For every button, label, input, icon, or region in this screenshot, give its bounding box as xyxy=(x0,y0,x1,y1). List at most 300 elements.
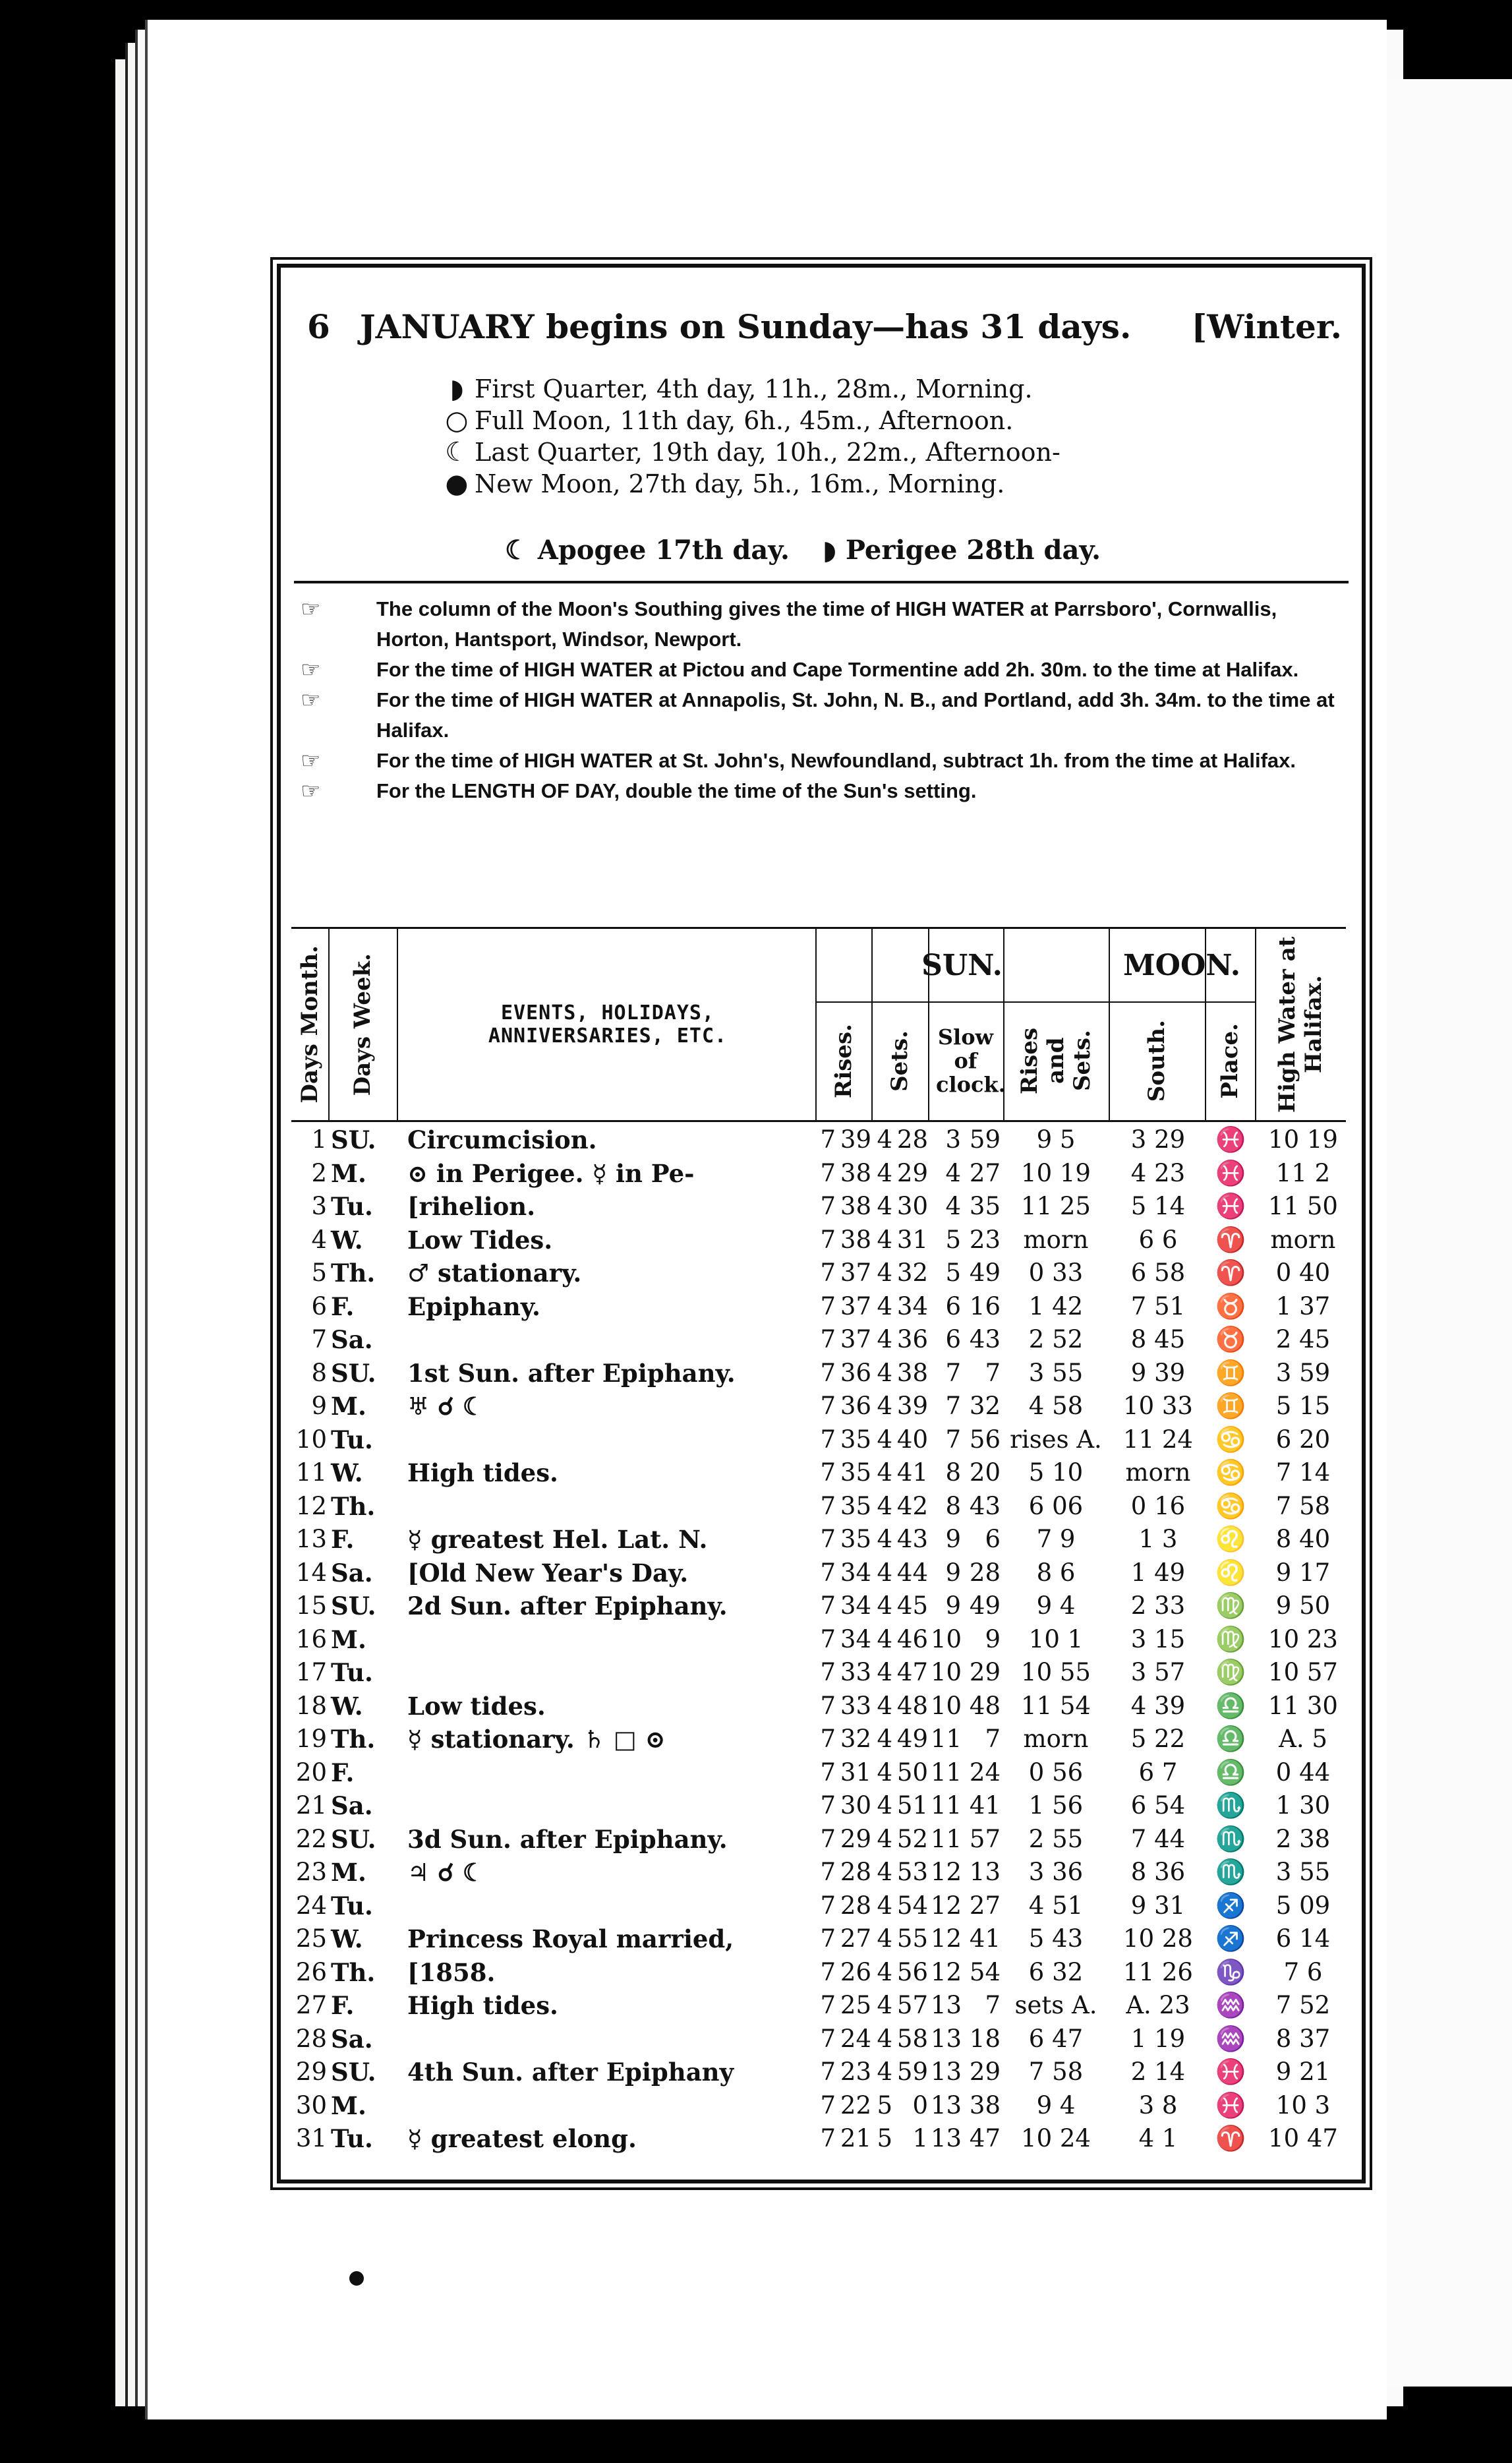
sun-set-hour: 4 xyxy=(877,1525,892,1553)
sun-rise-minute: 34 xyxy=(840,1558,871,1587)
table-row xyxy=(291,1392,1346,1425)
event-text: High tides. xyxy=(407,1991,558,2020)
moon-south: 3 29 xyxy=(1130,1125,1186,1154)
slow-clock-seconds: 16 xyxy=(969,1291,1001,1321)
perigee-text: ◗ Perigee 28th day. xyxy=(822,535,1101,566)
sun-set-minute: 56 xyxy=(896,1957,928,1986)
col-sun-sets: Sets. xyxy=(887,1030,913,1092)
high-water-time: 2 45 xyxy=(1275,1325,1331,1353)
sun-set-hour: 4 xyxy=(877,1158,892,1187)
sun-rise-minute: 28 xyxy=(840,1891,871,1920)
event-text: Princess Royal married, xyxy=(407,1924,734,1953)
sun-rise-minute: 23 xyxy=(840,2058,871,2086)
event-text: 2d Sun. after Epiphany. xyxy=(407,1591,728,1620)
zodiac-place-icon: ♏ xyxy=(1215,1791,1246,1820)
zodiac-place-icon: ♈ xyxy=(1215,1259,1246,1287)
sun-rise-hour: 7 xyxy=(820,1458,836,1487)
sun-rise-minute: 22 xyxy=(840,2091,871,2120)
sun-set-minute: 43 xyxy=(896,1525,928,1553)
slow-clock-seconds: 13 xyxy=(969,1858,1001,1886)
slow-clock-minutes: 10 xyxy=(931,1624,962,1653)
sun-set-hour: 4 xyxy=(877,1558,892,1587)
slow-clock-minutes: 13 xyxy=(931,2124,962,2152)
moon-rise-set: 10 19 xyxy=(1021,1158,1091,1187)
sun-set-hour: 4 xyxy=(877,2058,892,2086)
sun-set-hour: 5 xyxy=(877,2091,892,2120)
col-slow-of-clock: Slow of clock. xyxy=(936,1024,1006,1097)
event-text: Low Tides. xyxy=(407,1225,553,1255)
moon-south: 6 54 xyxy=(1130,1791,1186,1820)
day-of-month: 16 xyxy=(295,1624,327,1653)
moon-phase-text: Last Quarter, 19th day, 10h., 22m., Afternoon- xyxy=(475,438,1061,467)
sun-set-minute: 46 xyxy=(896,1624,928,1653)
col-days-week: Days Week. xyxy=(349,953,376,1096)
sun-set-minute: 47 xyxy=(896,1658,928,1686)
sun-set-minute: 52 xyxy=(896,1824,928,1853)
sun-rise-hour: 7 xyxy=(820,1491,836,1520)
day-of-week: SU. xyxy=(331,1591,376,1620)
day-of-week: M. xyxy=(331,2091,366,2120)
table-row xyxy=(291,1325,1346,1358)
sun-rise-minute: 21 xyxy=(840,2124,871,2152)
sun-set-minute: 57 xyxy=(896,1991,928,2019)
sun-rise-hour: 7 xyxy=(820,1392,836,1420)
sun-rise-minute: 35 xyxy=(840,1458,871,1487)
slow-clock-minutes: 4 xyxy=(945,1192,961,1220)
moon-rise-set: 11 54 xyxy=(1021,1691,1091,1720)
sun-set-minute: 59 xyxy=(896,2058,928,2086)
day-of-week: Tu. xyxy=(331,1425,373,1454)
moon-rise-set: 9 5 xyxy=(1036,1125,1076,1154)
tide-note xyxy=(301,685,1342,746)
moon-south: 3 8 xyxy=(1138,2091,1178,2120)
day-of-month: 12 xyxy=(295,1491,327,1520)
moon-south: 1 3 xyxy=(1138,1525,1178,1553)
table-row xyxy=(291,1525,1346,1558)
col-moon: MOON. xyxy=(1122,948,1241,982)
zodiac-place-icon: ♎ xyxy=(1215,1691,1246,1720)
slow-clock-minutes: 5 xyxy=(945,1225,961,1254)
col-days-month: Days Month. xyxy=(297,945,323,1104)
zodiac-place-icon: ♑ xyxy=(1215,1957,1246,1986)
day-of-month: 2 xyxy=(311,1158,327,1187)
zodiac-place-icon: ♉ xyxy=(1215,1291,1246,1321)
day-of-month: 13 xyxy=(295,1525,327,1553)
sun-set-minute: 45 xyxy=(896,1591,928,1620)
day-of-week: SU. xyxy=(331,1125,376,1154)
tide-note xyxy=(301,655,1342,685)
apogee-text: ☾ Apogee 17th day. xyxy=(505,535,790,566)
zodiac-place-icon: ♌ xyxy=(1215,1558,1246,1587)
slow-clock-minutes: 11 xyxy=(931,1824,962,1853)
day-of-week: Th. xyxy=(331,1725,376,1754)
slow-clock-seconds: 59 xyxy=(969,1125,1001,1154)
moon-rise-set: 1 42 xyxy=(1028,1291,1084,1321)
day-of-week: W. xyxy=(331,1225,363,1255)
moon-rise-set: 10 24 xyxy=(1021,2124,1091,2152)
table-row xyxy=(291,1159,1346,1192)
table-row xyxy=(291,1259,1346,1291)
day-of-week: Tu. xyxy=(331,1192,373,1221)
sun-rise-minute: 32 xyxy=(840,1725,871,1753)
sun-set-minute: 30 xyxy=(896,1192,928,1220)
sun-set-minute: 49 xyxy=(896,1725,928,1753)
day-of-week: Sa. xyxy=(331,1558,373,1588)
sun-set-minute: 0 xyxy=(912,2091,928,2120)
high-water-time: 8 40 xyxy=(1275,1525,1331,1553)
zodiac-place-icon: ♋ xyxy=(1215,1458,1246,1487)
sun-rise-minute: 29 xyxy=(840,1824,871,1853)
slow-clock-minutes: 8 xyxy=(945,1458,961,1487)
table-row xyxy=(291,1492,1346,1525)
slow-clock-seconds: 43 xyxy=(969,1491,1001,1520)
calendar-table xyxy=(291,927,1346,2166)
page-header xyxy=(307,307,1342,360)
sun-set-hour: 4 xyxy=(877,1491,892,1520)
tide-note xyxy=(301,594,1342,655)
page-number: 6 xyxy=(307,307,330,346)
high-water-time: 8 37 xyxy=(1275,2024,1331,2053)
sun-set-hour: 4 xyxy=(877,1325,892,1353)
high-water-time: 7 52 xyxy=(1275,1991,1331,2019)
sun-set-minute: 41 xyxy=(896,1458,928,1487)
moon-south: 3 15 xyxy=(1130,1624,1186,1653)
zodiac-place-icon: ♏ xyxy=(1215,1824,1246,1853)
sun-rise-hour: 7 xyxy=(820,2024,836,2053)
slow-clock-seconds: 43 xyxy=(969,1325,1001,1353)
sun-rise-hour: 7 xyxy=(820,1957,836,1986)
zodiac-place-icon: ♒ xyxy=(1215,1991,1246,2019)
sun-rise-hour: 7 xyxy=(820,2124,836,2152)
high-water-time: 11 50 xyxy=(1268,1192,1338,1220)
day-of-week: W. xyxy=(331,1924,363,1953)
day-of-week: SU. xyxy=(331,2058,376,2087)
sun-set-minute: 51 xyxy=(896,1791,928,1820)
moon-rise-set: 10 55 xyxy=(1021,1658,1091,1686)
season-label: [Winter. xyxy=(1191,307,1342,346)
sun-rise-minute: 34 xyxy=(840,1591,871,1620)
sun-set-minute: 31 xyxy=(896,1225,928,1254)
sun-set-minute: 28 xyxy=(896,1125,928,1154)
moon-south: A. 23 xyxy=(1126,1991,1190,2019)
table-row xyxy=(291,1425,1346,1458)
day-of-week: F. xyxy=(331,1525,355,1554)
col-moon-south: South. xyxy=(1144,1019,1170,1102)
day-of-month: 18 xyxy=(295,1691,327,1720)
sun-set-hour: 4 xyxy=(877,1591,892,1620)
sun-set-minute: 44 xyxy=(896,1558,928,1587)
slow-clock-minutes: 11 xyxy=(931,1758,962,1787)
moon-rise-set: sets A. xyxy=(1014,1991,1097,2019)
slow-clock-minutes: 13 xyxy=(931,2024,962,2053)
sun-rise-minute: 35 xyxy=(840,1425,871,1454)
slow-clock-seconds: 7 xyxy=(985,1358,1001,1387)
slow-clock-minutes: 9 xyxy=(945,1591,961,1620)
table-row xyxy=(291,1924,1346,1957)
zodiac-place-icon: ♐ xyxy=(1215,1924,1246,1953)
sun-set-hour: 4 xyxy=(877,1291,892,1321)
slow-clock-seconds: 54 xyxy=(969,1957,1001,1986)
table-row xyxy=(291,1458,1346,1491)
sun-rise-hour: 7 xyxy=(820,1158,836,1187)
high-water-time: A. 5 xyxy=(1279,1725,1327,1753)
sun-set-hour: 4 xyxy=(877,1392,892,1420)
sun-rise-minute: 25 xyxy=(840,1991,871,2019)
moon-south: 1 49 xyxy=(1130,1558,1186,1587)
day-of-month: 1 xyxy=(311,1125,327,1154)
sun-rise-minute: 28 xyxy=(840,1858,871,1886)
zodiac-place-icon: ♏ xyxy=(1215,1858,1246,1886)
tide-notes xyxy=(301,594,1342,806)
high-water-time: 6 20 xyxy=(1275,1425,1331,1454)
moon-rise-set: 11 25 xyxy=(1021,1192,1091,1220)
sun-rise-minute: 35 xyxy=(840,1491,871,1520)
event-text: [rihelion. xyxy=(407,1192,536,1221)
table-row xyxy=(291,2091,1346,2124)
table-row xyxy=(291,1658,1346,1691)
slow-clock-seconds: 27 xyxy=(969,1891,1001,1920)
moon-south: 6 7 xyxy=(1138,1758,1178,1787)
slow-clock-minutes: 7 xyxy=(945,1425,961,1454)
slow-clock-seconds: 41 xyxy=(969,1924,1001,1953)
facing-page-edge xyxy=(1384,79,1512,2387)
sun-set-minute: 55 xyxy=(896,1924,928,1953)
day-of-week: Sa. xyxy=(331,1791,373,1820)
sun-set-hour: 4 xyxy=(877,1957,892,1986)
moon-rise-set: 8 6 xyxy=(1036,1558,1076,1587)
zodiac-place-icon: ♉ xyxy=(1215,1325,1246,1353)
high-water-time: 10 57 xyxy=(1268,1658,1338,1686)
moon-rise-set: morn xyxy=(1023,1725,1089,1753)
sun-set-hour: 4 xyxy=(877,1624,892,1653)
zodiac-place-icon: ♋ xyxy=(1215,1491,1246,1520)
day-of-month: 19 xyxy=(295,1725,327,1753)
sun-rise-hour: 7 xyxy=(820,1591,836,1620)
sun-rise-minute: 38 xyxy=(840,1225,871,1254)
sun-rise-minute: 31 xyxy=(840,1758,871,1787)
zodiac-place-icon: ♋ xyxy=(1215,1425,1246,1454)
last-quarter-icon: ☾ xyxy=(445,437,469,467)
sun-set-minute: 32 xyxy=(896,1259,928,1287)
moon-rise-set: 9 4 xyxy=(1036,1591,1076,1620)
sun-rise-minute: 37 xyxy=(840,1259,871,1287)
event-text: Low tides. xyxy=(407,1691,546,1721)
high-water-time: 2 38 xyxy=(1275,1824,1331,1853)
high-water-time: 9 17 xyxy=(1275,1558,1331,1587)
moon-south: 8 36 xyxy=(1130,1858,1186,1886)
zodiac-place-icon: ♊ xyxy=(1215,1392,1246,1420)
sun-rise-hour: 7 xyxy=(820,1558,836,1587)
high-water-time: 10 47 xyxy=(1268,2124,1338,2152)
zodiac-place-icon: ♓ xyxy=(1215,1158,1246,1187)
day-of-week: SU. xyxy=(331,1824,376,1854)
sun-set-hour: 4 xyxy=(877,1225,892,1254)
sun-rise-hour: 7 xyxy=(820,1725,836,1753)
col-moon-rises-sets: Rises and Sets. xyxy=(1016,1027,1095,1094)
zodiac-place-icon: ♓ xyxy=(1215,1192,1246,1220)
table-row xyxy=(291,2058,1346,2091)
table-row xyxy=(291,1725,1346,1758)
sun-rise-minute: 27 xyxy=(840,1924,871,1953)
day-of-week: M. xyxy=(331,1392,366,1421)
sun-rise-hour: 7 xyxy=(820,1425,836,1454)
sun-set-hour: 4 xyxy=(877,1991,892,2019)
day-of-week: M. xyxy=(331,1858,366,1887)
sun-rise-hour: 7 xyxy=(820,1358,836,1387)
slow-clock-minutes: 12 xyxy=(931,1891,962,1920)
day-of-month: 11 xyxy=(295,1458,327,1487)
tide-note xyxy=(301,746,1342,776)
moon-south: 10 33 xyxy=(1123,1392,1193,1420)
high-water-time: 0 40 xyxy=(1275,1259,1331,1287)
pointing-hand-icon: ☞ xyxy=(301,657,321,682)
sun-rise-hour: 7 xyxy=(820,1824,836,1853)
divider xyxy=(294,581,1349,583)
moon-phase-line xyxy=(439,405,1061,436)
sun-rise-minute: 24 xyxy=(840,2024,871,2053)
moon-rise-set: 3 36 xyxy=(1028,1858,1084,1886)
slow-clock-seconds: 18 xyxy=(969,2024,1001,2053)
sun-set-hour: 4 xyxy=(877,1791,892,1820)
high-water-time: morn xyxy=(1270,1225,1336,1254)
moon-rise-set: 5 43 xyxy=(1028,1924,1084,1953)
sun-rise-minute: 37 xyxy=(840,1325,871,1353)
day-of-week: W. xyxy=(331,1691,363,1721)
day-of-week: Tu. xyxy=(331,2124,373,2153)
slow-clock-seconds: 7 xyxy=(985,1725,1001,1753)
slow-clock-seconds: 6 xyxy=(985,1525,1001,1553)
moon-rise-set: rises A. xyxy=(1010,1425,1102,1454)
moon-rise-set: 0 33 xyxy=(1028,1259,1084,1287)
moon-south: 4 23 xyxy=(1130,1158,1186,1187)
sun-rise-minute: 34 xyxy=(840,1624,871,1653)
sun-rise-hour: 7 xyxy=(820,1658,836,1686)
table-row xyxy=(291,1958,1346,1991)
table-row xyxy=(291,1625,1346,1658)
slow-clock-minutes: 13 xyxy=(931,1991,962,2019)
sun-rise-minute: 38 xyxy=(840,1192,871,1220)
slow-clock-minutes: 7 xyxy=(945,1358,961,1387)
moon-south: 11 24 xyxy=(1123,1425,1193,1454)
pointing-hand-icon: ☞ xyxy=(301,688,321,713)
sun-rise-minute: 35 xyxy=(840,1525,871,1553)
event-text: ♃ ☌ ☾ xyxy=(407,1858,484,1887)
table-row xyxy=(291,1692,1346,1725)
sun-rise-hour: 7 xyxy=(820,1758,836,1787)
sun-rise-hour: 7 xyxy=(820,1624,836,1653)
calendar-frame xyxy=(277,264,1366,2183)
sun-set-minute: 38 xyxy=(896,1358,928,1387)
tide-note-text: For the time of HIGH WATER at Pictou and Cape Tormentine add 2h. 30m. to the time at Halifax. xyxy=(376,658,1299,681)
col-moon-place: Place. xyxy=(1217,1023,1243,1099)
table-row xyxy=(291,2124,1346,2157)
event-text: Epiphany. xyxy=(407,1291,540,1321)
sun-rise-hour: 7 xyxy=(820,2058,836,2086)
slow-clock-minutes: 5 xyxy=(945,1259,961,1287)
sun-set-hour: 4 xyxy=(877,1358,892,1387)
sun-set-minute: 58 xyxy=(896,2024,928,2053)
slow-clock-minutes: 6 xyxy=(945,1291,961,1321)
moon-south: 11 26 xyxy=(1123,1957,1193,1986)
moon-rise-set: morn xyxy=(1023,1225,1089,1254)
sun-set-minute: 50 xyxy=(896,1758,928,1787)
event-text: ☿ greatest Hel. Lat. N. xyxy=(407,1525,708,1554)
moon-phase-line xyxy=(439,436,1061,468)
full-moon-icon: ○ xyxy=(445,405,469,436)
moon-rise-set: 9 4 xyxy=(1036,2091,1076,2120)
table-row xyxy=(291,1791,1346,1824)
day-of-month: 23 xyxy=(295,1858,327,1886)
sun-set-hour: 4 xyxy=(877,1924,892,1953)
slow-clock-seconds: 35 xyxy=(969,1192,1001,1220)
sun-rise-hour: 7 xyxy=(820,1125,836,1154)
sun-rise-hour: 7 xyxy=(820,1924,836,1953)
table-row xyxy=(291,1991,1346,2024)
day-of-month: 17 xyxy=(295,1658,327,1686)
sun-set-minute: 40 xyxy=(896,1425,928,1454)
high-water-time: 11 30 xyxy=(1268,1691,1338,1720)
day-of-month: 24 xyxy=(295,1891,327,1920)
high-water-time: 0 44 xyxy=(1275,1758,1331,1787)
sun-rise-minute: 38 xyxy=(840,1158,871,1187)
moon-rise-set: 2 55 xyxy=(1028,1824,1084,1853)
moon-south: 9 39 xyxy=(1130,1358,1186,1387)
moon-south: 10 28 xyxy=(1123,1924,1193,1953)
sun-set-hour: 4 xyxy=(877,1458,892,1487)
zodiac-place-icon: ♓ xyxy=(1215,2091,1246,2120)
moon-south: 2 33 xyxy=(1130,1591,1186,1620)
slow-clock-seconds: 27 xyxy=(969,1158,1001,1187)
moon-rise-set: 7 58 xyxy=(1028,2058,1084,2086)
sun-rise-hour: 7 xyxy=(820,2091,836,2120)
slow-clock-minutes: 12 xyxy=(931,1924,962,1953)
day-of-month: 10 xyxy=(295,1425,327,1454)
sun-rise-hour: 7 xyxy=(820,1858,836,1886)
day-of-month: 29 xyxy=(295,2058,327,2086)
high-water-time: 7 6 xyxy=(1283,1957,1323,1986)
table-row xyxy=(291,1226,1346,1259)
event-text: [1858. xyxy=(407,1957,496,1987)
zodiac-place-icon: ♓ xyxy=(1215,2058,1246,2086)
sun-rise-minute: 30 xyxy=(840,1791,871,1820)
moon-south: 0 16 xyxy=(1130,1491,1186,1520)
moon-rise-set: 4 51 xyxy=(1028,1891,1084,1920)
tide-note-text: The column of the Moon's Southing gives the time of HIGH WATER at Parrsboro', Cornwallis, Horton, Hantsport, Windsor, Newport. xyxy=(376,597,1277,651)
moon-rise-set: 1 56 xyxy=(1028,1791,1084,1820)
sun-set-hour: 4 xyxy=(877,1425,892,1454)
slow-clock-minutes: 9 xyxy=(945,1525,961,1553)
day-of-month: 28 xyxy=(295,2024,327,2053)
day-of-month: 21 xyxy=(295,1791,327,1820)
sun-rise-hour: 7 xyxy=(820,1192,836,1220)
day-of-week: M. xyxy=(331,1624,366,1654)
slow-clock-seconds: 56 xyxy=(969,1425,1001,1454)
day-of-week: Th. xyxy=(331,1957,376,1987)
slow-clock-seconds: 29 xyxy=(969,1658,1001,1686)
high-water-time: 3 55 xyxy=(1275,1858,1331,1886)
moon-rise-set: 6 32 xyxy=(1028,1957,1084,1986)
slow-clock-seconds: 49 xyxy=(969,1591,1001,1620)
day-of-month: 15 xyxy=(295,1591,327,1620)
moon-rise-set: 0 56 xyxy=(1028,1758,1084,1787)
moon-phase-text: New Moon, 27th day, 5h., 16m., Morning. xyxy=(475,469,1005,498)
sun-rise-hour: 7 xyxy=(820,1259,836,1287)
table-row xyxy=(291,1125,1346,1158)
slow-clock-minutes: 9 xyxy=(945,1558,961,1587)
sun-set-hour: 4 xyxy=(877,1658,892,1686)
moon-south: 2 14 xyxy=(1130,2058,1186,2086)
slow-clock-seconds: 47 xyxy=(969,2124,1001,2152)
